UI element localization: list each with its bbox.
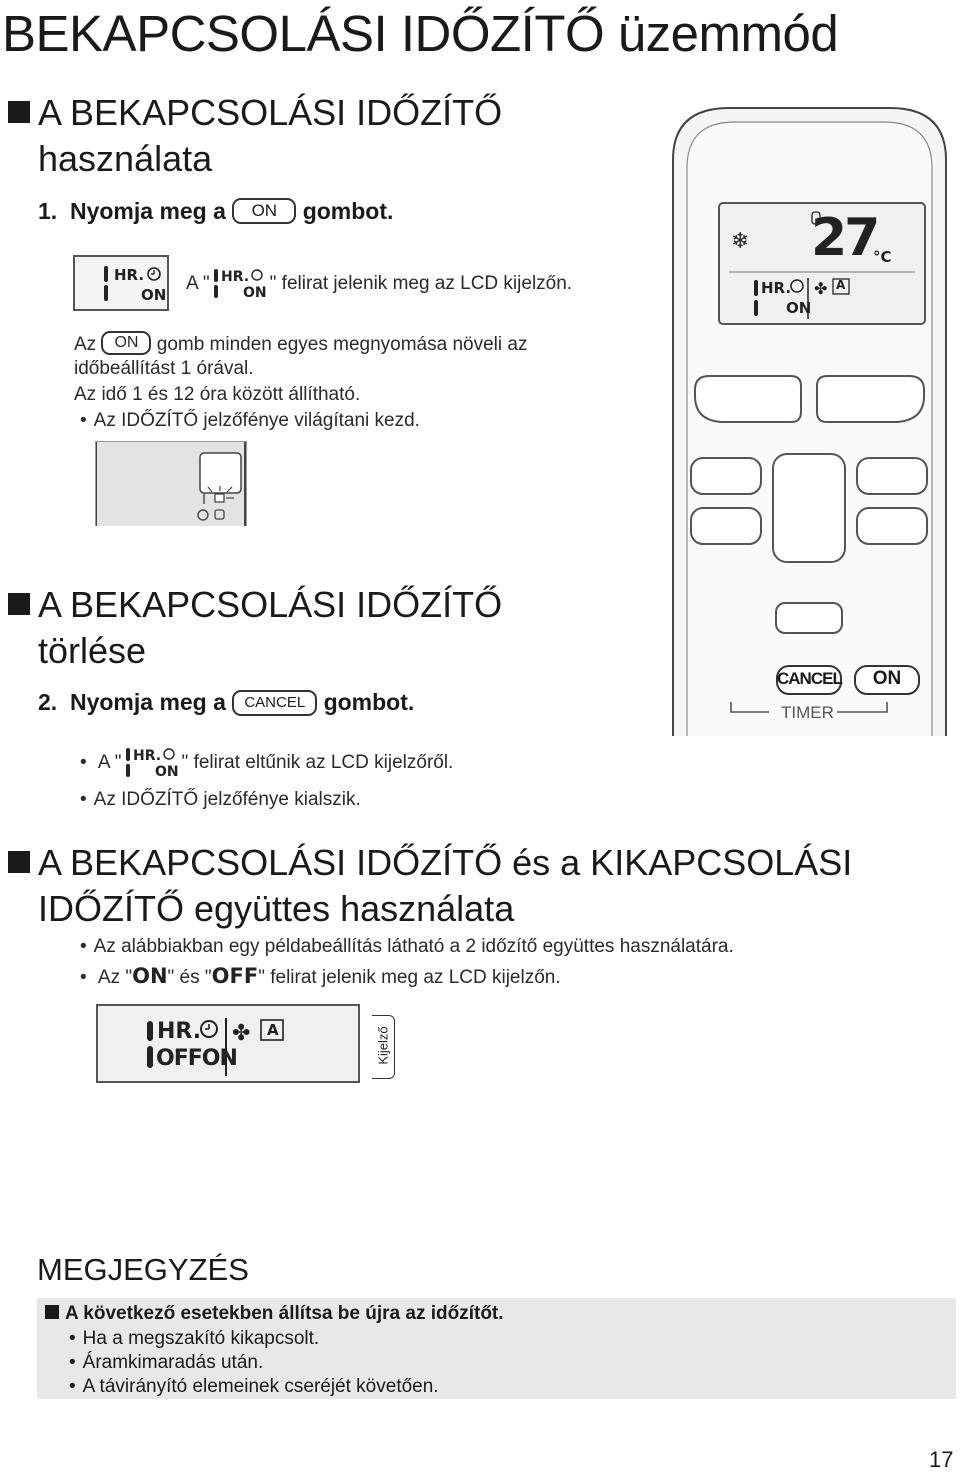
step-1: 1. Nyomja meg a ON gombot. <box>38 198 394 224</box>
svg-text:HR.: HR. <box>220 269 249 285</box>
lcd-combined-hr: HR. <box>157 1019 202 1044</box>
remote-on-button[interactable]: ON <box>872 668 902 689</box>
lcd-combined-auto: A <box>267 1021 279 1039</box>
page-number: 17 <box>929 1447 954 1472</box>
remote-temp-unit: °C <box>873 248 892 266</box>
section-heading-cancel-line2: törlése <box>38 630 147 671</box>
square-bullet-icon <box>8 851 30 873</box>
bullet-lamp-off: • Az IDŐZÍTŐ jelzőfénye kialszik. <box>80 787 361 812</box>
timer-lamp-glowing-icon <box>96 442 246 526</box>
remote-lcd-hr: HR. <box>761 279 792 297</box>
page-title: BEKAPCSOLÁSI IDŐZÍTŐ üzemmód <box>2 5 839 62</box>
section-heading-use: A BEKAPCSOLÁSI IDŐZÍTŐ <box>8 90 502 136</box>
note-item: • Ha a megszakító kikapcsolt. <box>69 1327 319 1351</box>
display-label: Kijelző <box>375 1026 391 1065</box>
hr-on-symbol-icon <box>210 267 270 299</box>
on-key-icon: ON <box>232 198 296 224</box>
note-heading: MEGJEGYZÉS <box>37 1252 249 1287</box>
svg-text:ON: ON <box>141 286 167 304</box>
remote-temperature: 27 <box>811 208 878 268</box>
para-line2: időbeállítást 1 órával. <box>74 358 254 379</box>
bullet-symbol-disappears: • A " HR. ON " felirat eltűnik az LCD kijelzőről. <box>80 746 453 778</box>
square-bullet-icon <box>8 101 30 123</box>
note-item: • Áramkimaradás után. <box>69 1351 263 1375</box>
bullet-example: • Az alábbiakban egy példabeállítás látható a 2 időzítő együttes használatára. <box>80 934 734 959</box>
timer-lamp-panel <box>95 441 247 526</box>
cancel-key-icon: CANCEL <box>232 690 317 716</box>
note-box <box>37 1298 956 1399</box>
section-heading-use-line2: használata <box>38 138 213 179</box>
square-bullet-icon <box>45 1305 59 1319</box>
square-bullet-icon <box>8 593 30 615</box>
note-item: • A távirányító elemeinek cseréjét követően. <box>69 1375 439 1399</box>
section-heading-cancel: A BEKAPCSOLÁSI IDŐZÍTŐ <box>8 582 502 628</box>
lcd-timer-on <box>73 255 169 311</box>
svg-text:✤: ✤ <box>814 279 828 298</box>
on-key-icon-small: ON <box>101 331 151 355</box>
remote-control-illustration <box>669 100 950 736</box>
remote-lcd-on: ON <box>786 299 812 317</box>
section-heading-combined: A BEKAPCSOLÁSI IDŐZÍTŐ és a KIKAPCSOLÁSI <box>8 840 852 886</box>
para-line3: Az idő 1 és 12 óra között állítható. <box>74 384 361 405</box>
svg-text:❄: ❄ <box>731 229 750 254</box>
lcd-combined-offon: OFFON <box>156 1046 237 1071</box>
remote-lcd-auto: A <box>836 278 846 292</box>
bullet-on-off: • Az "ON" és "OFF" felirat jelenik meg az LCD kijelzőn. <box>80 964 561 990</box>
svg-text:HR.: HR. <box>132 748 161 764</box>
hr-on-symbol-icon <box>122 746 182 778</box>
remote-timer-label: TIMER <box>781 703 834 722</box>
para-line1: Az ON gomb minden egyes megnyomása növeli az <box>74 331 527 357</box>
svg-text:HR.: HR. <box>114 266 145 284</box>
lcd-timer-graphic <box>75 257 167 309</box>
svg-text:ON: ON <box>242 285 267 299</box>
svg-text:✤: ✤ <box>232 1021 251 1046</box>
note-title: A következő esetekben állítsa be újra az időzítőt. <box>45 1302 504 1326</box>
step-2: 2. Nyomja meg a CANCEL gombot. <box>38 689 415 715</box>
lcd-message: A " HR. ON " felirat jelenik meg az LCD kijelzőn. <box>186 269 573 299</box>
svg-text:ON: ON <box>154 764 179 778</box>
lcd-combined-timer <box>96 1004 360 1083</box>
section-heading-combined-line2: IDŐZÍTŐ együttes használata <box>38 888 515 929</box>
bullet-timer-lamp-on: • Az IDŐZÍTŐ jelzőfénye világítani kezd. <box>80 408 420 433</box>
remote-cancel-button[interactable]: CANCEL <box>777 669 842 688</box>
